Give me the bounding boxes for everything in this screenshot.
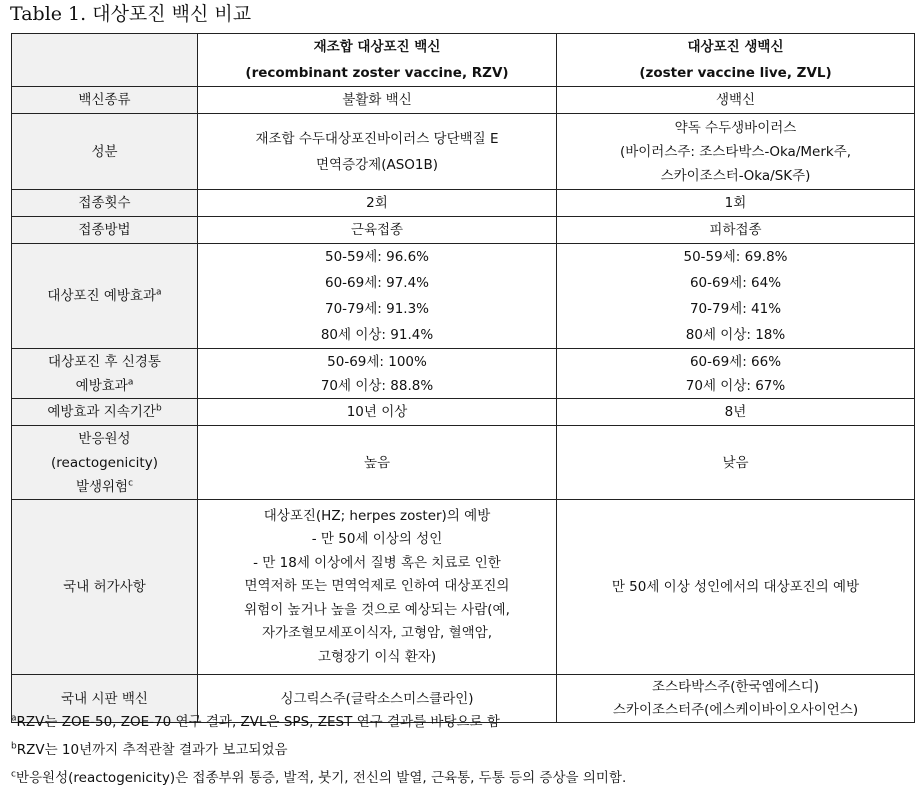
table-header-row xyxy=(12,34,915,87)
header-zvl-name: 대상포진 생백신 xyxy=(687,39,784,55)
duration-label-text: 예방효과 지속기간 xyxy=(47,404,156,420)
footnote-marker: b xyxy=(11,741,17,752)
efficacy-line: 80세 이상: 91.4% xyxy=(320,327,434,343)
row-label-type: 백신종류 xyxy=(12,87,198,114)
header-rzv-english: (recombinant zoster vaccine, RZV) xyxy=(245,65,509,81)
approval-line: - 만 50세 이상의 성인 xyxy=(311,531,443,548)
cell-rzv-market: 싱그릭스주(글락소스미스클라인) xyxy=(198,675,557,723)
market-line: 조스타박스주(한국엠에스디) xyxy=(651,678,820,695)
footnote xyxy=(11,738,911,766)
row-label-doses: 접종횟수 xyxy=(12,190,198,217)
cell-rzv-route: 근육접종 xyxy=(198,217,557,244)
table-row xyxy=(12,426,915,500)
efficacy-line: 70-79세: 41% xyxy=(689,301,782,317)
market-line: 스카이조스터주(에스케이바이오사이언스) xyxy=(612,701,859,718)
phn-line: 50-69세: 100% xyxy=(327,353,427,370)
footnote-marker: c xyxy=(11,769,16,780)
efficacy-line: 50-59세: 69.8% xyxy=(683,249,788,265)
phn-line: 70세 이상: 67% xyxy=(685,377,786,394)
table-row xyxy=(12,399,915,426)
efficacy-line: 80세 이상: 18% xyxy=(685,327,786,343)
vaccine-comparison-table xyxy=(11,33,915,723)
component-line: 스카이조스터-Oka/SK주) xyxy=(660,167,811,184)
cell-zvl-route: 피하접종 xyxy=(557,217,915,244)
header-zvl-english: (zoster vaccine live, ZVL) xyxy=(639,65,832,81)
component-line: (바이러스주: 조스타박스-Oka/Merk주, xyxy=(619,143,852,160)
efficacy-line: 70-79세: 91.3% xyxy=(325,301,429,317)
efficacy-label-text: 대상포진 예방효과 xyxy=(47,288,157,304)
phn-label-line xyxy=(16,374,193,398)
footnote-text: RZV는 ZOE-50, ZOE-70 연구 결과, ZVL은 SPS, ZEST 연구 결과를 바탕으로 함 xyxy=(16,714,500,730)
row-label-efficacy xyxy=(12,244,198,349)
row-label-market: 국내 시판 백신 xyxy=(12,675,198,723)
reacto-label-text: 발생위험 xyxy=(75,478,129,495)
approval-line: 면역저하 또는 면역억제로 인하여 대상포진의 xyxy=(244,578,510,595)
footnote-marker: a xyxy=(127,377,134,387)
reacto-label-line: 반응원성 xyxy=(78,430,131,447)
cell-zvl-duration: 8년 xyxy=(557,399,915,426)
row-label-phn xyxy=(12,349,198,399)
cell-zvl-approval: 만 50세 이상 성인에서의 대상포진의 예방 xyxy=(557,500,915,675)
cell-zvl-type: 생백신 xyxy=(557,87,915,114)
row-label-route: 접종방법 xyxy=(12,217,198,244)
cell-rzv-efficacy xyxy=(198,244,557,349)
table-row xyxy=(12,217,915,244)
footnote-marker: a xyxy=(156,287,162,298)
cell-zvl-doses: 1회 xyxy=(557,190,915,217)
component-line: 약독 수두생바이러스 xyxy=(674,119,797,136)
footnotes xyxy=(11,710,911,794)
footnote-marker: b xyxy=(155,403,162,414)
cell-rzv-phn xyxy=(198,349,557,399)
approval-line: 자가조혈모세포이식자, 고형암, 혈액암, xyxy=(261,625,493,642)
cell-zvl-reactogenicity: 낮음 xyxy=(557,426,915,500)
table-row xyxy=(12,114,915,190)
cell-rzv-type: 불활화 백신 xyxy=(198,87,557,114)
table-row xyxy=(12,244,915,349)
table-row xyxy=(12,87,915,114)
approval-line: - 만 18세 이상에서 질병 혹은 치료로 인한 xyxy=(253,554,501,571)
table-title: Table 1. 대상포진 백신 비교 xyxy=(10,3,252,25)
approval-line: 위험이 높거나 높을 것으로 예상되는 사람(예, xyxy=(244,601,510,618)
phn-label-text: 예방효과 xyxy=(75,377,128,394)
header-rzv-name: 재조합 대상포진 백신 xyxy=(313,39,441,55)
phn-label-line: 대상포진 후 신경통 xyxy=(48,353,161,370)
phn-line: 70세 이상: 88.8% xyxy=(320,377,434,394)
cell-zvl-efficacy xyxy=(557,244,915,349)
row-label-duration xyxy=(12,399,198,426)
footnote xyxy=(11,710,911,738)
row-label-reactogenicity xyxy=(12,426,198,500)
reacto-label-line: (reactogenicity) xyxy=(51,454,158,471)
cell-rzv-duration: 10년 이상 xyxy=(198,399,557,426)
table-row xyxy=(12,500,915,675)
table-row xyxy=(12,190,915,217)
footnote-marker: c xyxy=(128,478,134,488)
cell-rzv-component xyxy=(198,114,557,190)
cell-zvl-component xyxy=(557,114,915,190)
footnote-marker: a xyxy=(11,713,17,724)
efficacy-line: 60-69세: 97.4% xyxy=(325,275,429,291)
component-line: 재조합 수두대상포진바이러스 당단백질 E xyxy=(255,130,499,147)
row-label-approval: 국내 허가사항 xyxy=(12,500,198,675)
approval-line: 고형장기 이식 환자) xyxy=(317,648,437,665)
footnote-text: RZV는 10년까지 추적관찰 결과가 보고되었음 xyxy=(16,742,288,758)
component-line: 면역증강제(ASO1B) xyxy=(315,156,439,173)
row-label-component: 성분 xyxy=(12,114,198,190)
efficacy-line: 50-59세: 96.6% xyxy=(325,249,429,265)
header-corner-cell xyxy=(12,34,198,87)
cell-rzv-reactogenicity: 높음 xyxy=(198,426,557,500)
reacto-label-line xyxy=(16,475,193,499)
table-row xyxy=(12,349,915,399)
efficacy-line: 60-69세: 64% xyxy=(689,275,782,291)
approval-line: 대상포진(HZ; herpes zoster)의 예방 xyxy=(263,507,491,524)
cell-zvl-phn xyxy=(557,349,915,399)
footnote-text: 반응원성(reactogenicity)은 접종부위 통증, 발적, 붓기, 전신의 발열, 근육통, 두통 등의 증상을 의미함. xyxy=(15,770,627,786)
cell-rzv-approval xyxy=(198,500,557,675)
header-rzv xyxy=(198,34,557,87)
cell-rzv-doses: 2회 xyxy=(198,190,557,217)
phn-line: 60-69세: 66% xyxy=(689,353,782,370)
header-zvl xyxy=(557,34,915,87)
